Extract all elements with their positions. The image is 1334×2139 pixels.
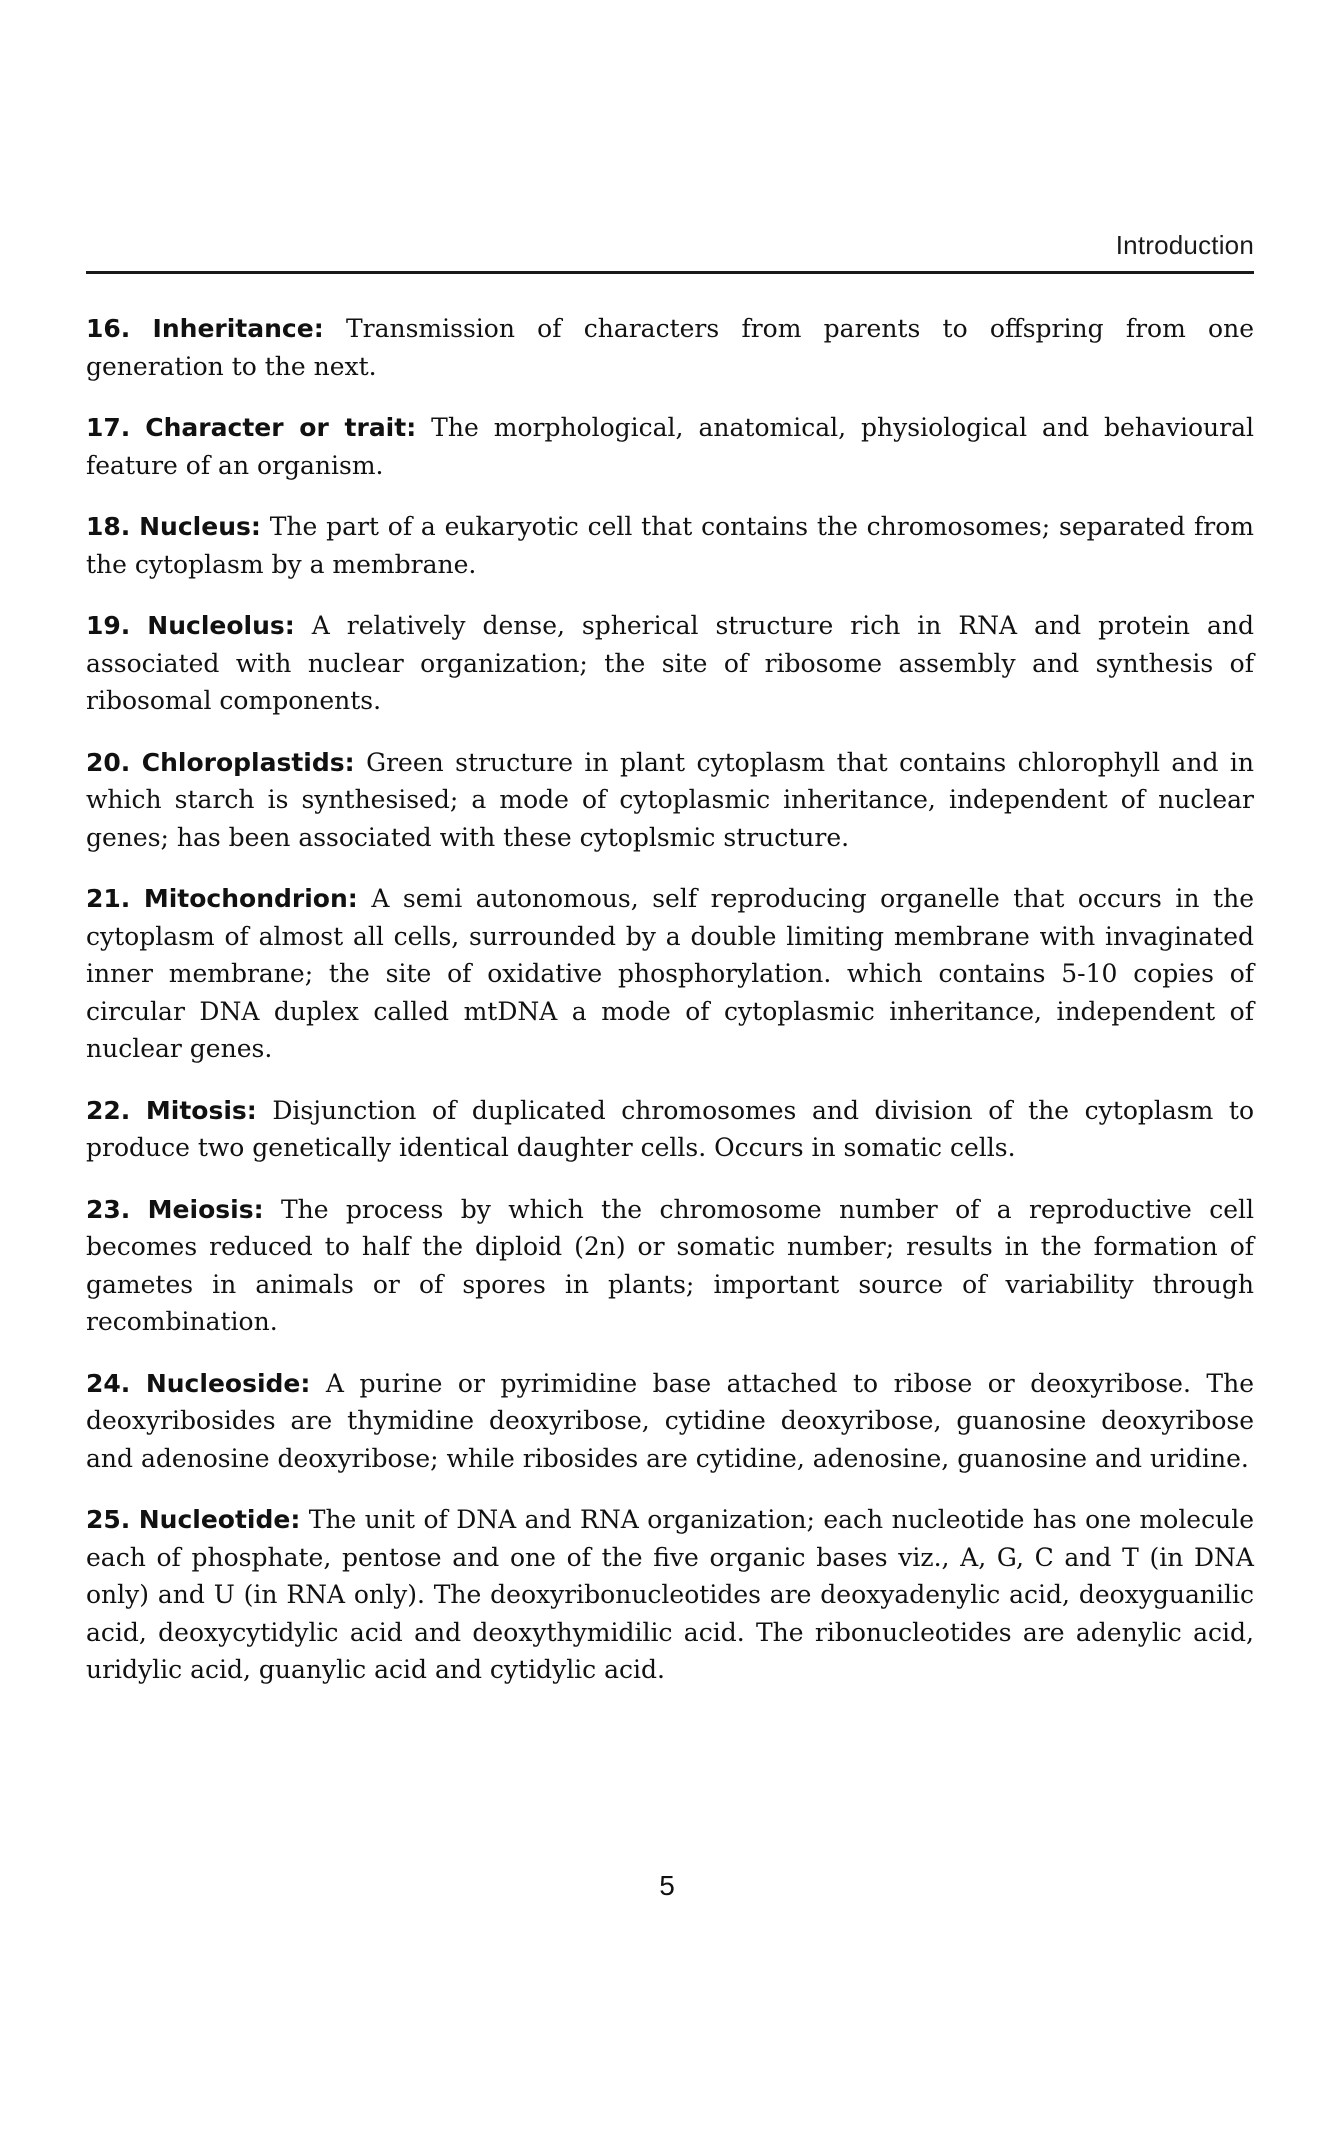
glossary-body xyxy=(86,310,1254,1713)
glossary-entry xyxy=(86,1092,1254,1167)
entry-definition: A semi autonomous, self reproducing organelle that occurs in the cytoplasm of almost all cells, surrounded by a double limiting membrane with invaginated inner membrane; the site of oxidative phosphorylation. which contains 5-10 copies of circular DNA duplex called mtDNA a mode of cytoplasmic inheritance, independent of nuclear genes. xyxy=(86,884,1254,1063)
glossary-entry xyxy=(86,607,1254,720)
header-rule xyxy=(86,271,1254,274)
entry-number: 24. xyxy=(86,1368,131,1398)
entry-term: Chloroplastids: xyxy=(141,747,355,777)
entry-definition: The morphological, anatomical, physiological and behavioural feature of an organism. xyxy=(86,413,1254,480)
page-number: 5 xyxy=(659,1870,675,1901)
entry-definition: The process by which the chromosome number of a reproductive cell becomes reduced to half the diploid (2n) or somatic number; results in the formation of gametes in animals or of spores in plants; important source of variability through recombination. xyxy=(86,1194,1254,1336)
entry-term: Mitochondrion: xyxy=(143,884,358,913)
glossary-entry xyxy=(86,1365,1254,1478)
entry-number: 17. xyxy=(86,413,131,442)
glossary-entry xyxy=(86,1501,1254,1689)
entry-definition: The part of a eukaryotic cell that contains the chromosomes; separated from the cytoplasm by a membrane. xyxy=(86,512,1255,579)
glossary-entry xyxy=(86,744,1254,857)
entry-term: Mitosis: xyxy=(145,1095,257,1125)
entry-term: Nucleoside: xyxy=(145,1368,311,1398)
entry-number: 18. xyxy=(86,512,131,541)
entry-definition: Transmission of characters from parents to offspring from one generation to the next. xyxy=(86,314,1254,381)
entry-number: 20. xyxy=(86,747,131,777)
entry-definition: A purine or pyrimidine base attached to ribose or deoxyribose. The deoxyribosides are thymidine deoxyribose, cytidine deoxyribose, guanosine deoxyribose and adenosine deoxyribose; while ribosides are cytidine, adenosine, guanosine and uridine. xyxy=(86,1368,1254,1473)
entry-definition: Green structure in plant cytoplasm that contains chlorophyll and in which starch is synthesised; a mode of cytoplasmic inheritance, independent of nuclear genes; has been associated with these cytoplsmic structure. xyxy=(86,747,1254,852)
entry-definition: The unit of DNA and RNA organization; each nucleotide has one molecule each of phosphate, pentose and one of the five organic bases viz., A, G, C and T (in DNA only) and U (in RNA only). The deoxyribonucleotides are deoxyadenylic acid, deoxyguanilic acid, deoxycytidylic acid and deoxythymidilic acid. The ribonucleotides are adenylic acid, uridylic acid, guanylic acid and cytidylic acid. xyxy=(86,1505,1254,1684)
entry-number: 23. xyxy=(86,1194,131,1224)
entry-term: Character or trait: xyxy=(145,413,417,442)
entry-number: 16. xyxy=(86,314,131,343)
entry-number: 19. xyxy=(86,611,131,640)
entry-number: 21. xyxy=(86,884,131,913)
glossary-entry xyxy=(86,508,1254,583)
entry-number: 25. xyxy=(86,1505,131,1534)
running-header-title: Introduction xyxy=(1115,230,1254,260)
glossary-entry xyxy=(86,310,1254,385)
entry-number: 22. xyxy=(86,1095,131,1125)
glossary-entry xyxy=(86,409,1254,484)
entry-term: Nucleolus: xyxy=(147,611,295,640)
entry-definition: A relatively dense, spherical structure rich in RNA and protein and associated with nuclear organization; the site of ribosome assembly and synthesis of ribosomal components. xyxy=(86,611,1254,715)
glossary-entry xyxy=(86,1191,1254,1341)
entry-term: Meiosis: xyxy=(147,1194,264,1224)
entry-term: Inheritance: xyxy=(152,314,324,343)
glossary-entry xyxy=(86,880,1254,1068)
entry-term: Nucleus: xyxy=(139,512,261,541)
entry-definition: Disjunction of duplicated chromosomes and division of the cytoplasm to produce two genetically identical daughter cells. Occurs in somatic cells. xyxy=(86,1095,1254,1162)
entry-term: Nucleotide: xyxy=(138,1505,301,1534)
